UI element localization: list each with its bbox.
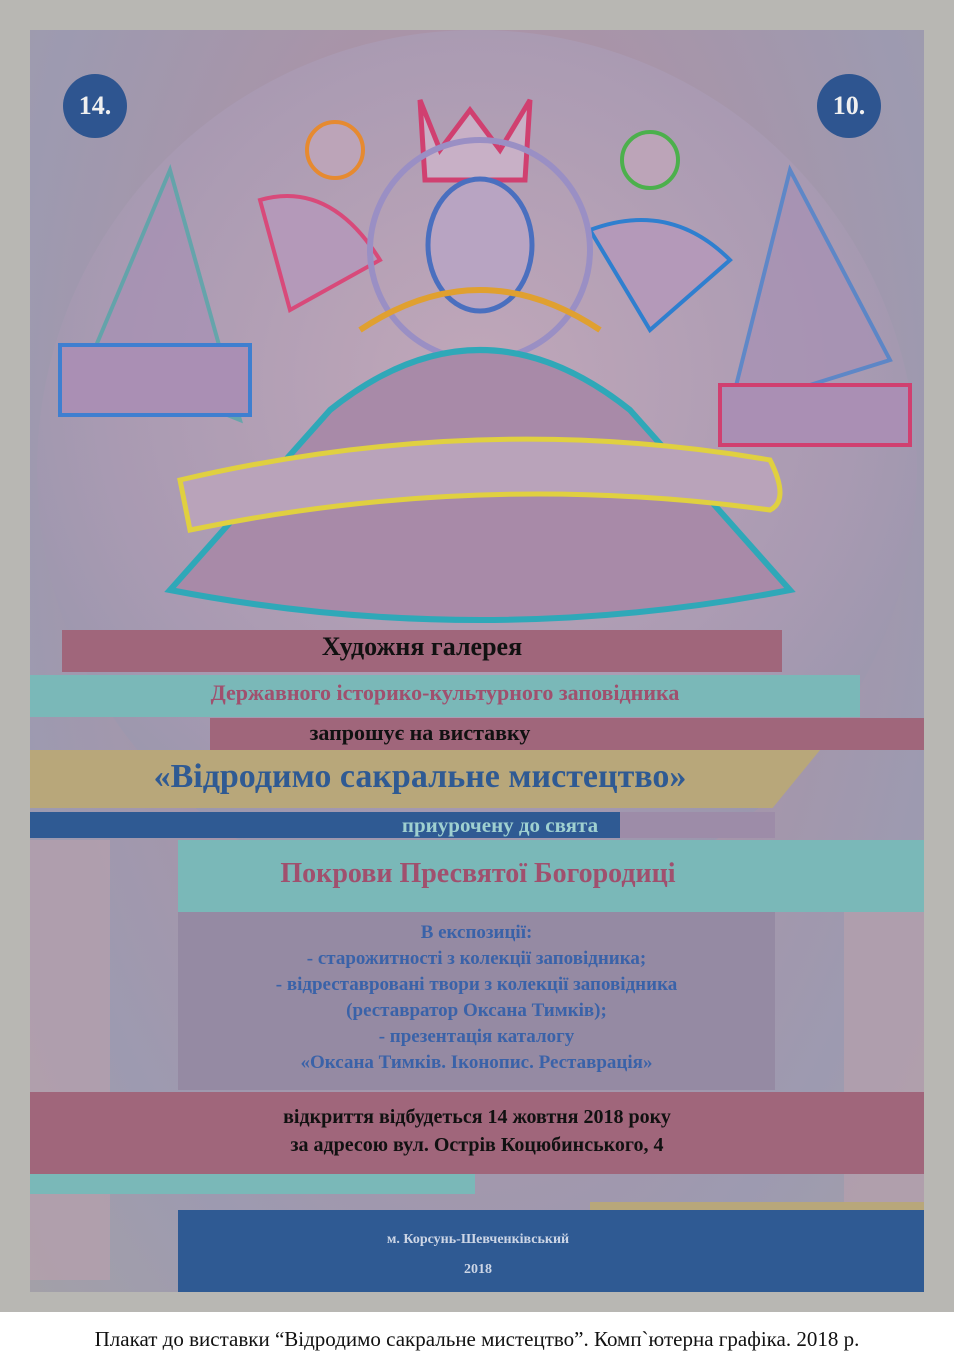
- holiday-title: Покрови Пресвятої Богородиці: [280, 858, 676, 889]
- poster-artwork: [30, 30, 924, 1292]
- poster-caption: Плакат до виставки “Відродимо сакральне мистецтво”. Комп`ютерна графіка. 2018 р.: [94, 1327, 860, 1351]
- opening-address: за адресою вул. Острів Коцюбинського, 4: [290, 1134, 664, 1156]
- dedication-text: приурочену до свята: [401, 813, 599, 837]
- exposition-line: - презентація каталогу: [378, 1026, 575, 1047]
- gallery-title: Художня галерея: [321, 632, 523, 661]
- invite-text: запрошує на виставку: [309, 720, 531, 745]
- exposition-line: - старожитності з колекції заповідника;: [306, 948, 647, 969]
- band-strip-teal: [30, 1174, 475, 1194]
- band-footer: [178, 1210, 924, 1292]
- exposition-line: - відреставровані твори з колекції заповідника: [275, 974, 678, 995]
- exposition-line: (реставратор Оксана Тимків);: [346, 1000, 607, 1021]
- opening-date: відкриття відбудеться 14 жовтня 2018 року: [283, 1106, 671, 1128]
- gallery-subtitle: Державного історико-культурного заповідника: [210, 680, 680, 705]
- exhibition-title: «Відродимо сакральне мистецтво»: [153, 758, 687, 795]
- exposition-block: [178, 920, 775, 1076]
- month-badge: 10.: [817, 74, 881, 138]
- footer-year: 2018: [464, 1262, 492, 1277]
- exposition-line: «Оксана Тимків. Іконопис. Реставрація»: [300, 1052, 653, 1073]
- day-badge: 14.: [63, 74, 127, 138]
- exposition-heading: В експозиції:: [420, 922, 533, 943]
- band-opening: [30, 1092, 924, 1174]
- footer-city: м. Корсунь-Шевченківський: [386, 1232, 570, 1247]
